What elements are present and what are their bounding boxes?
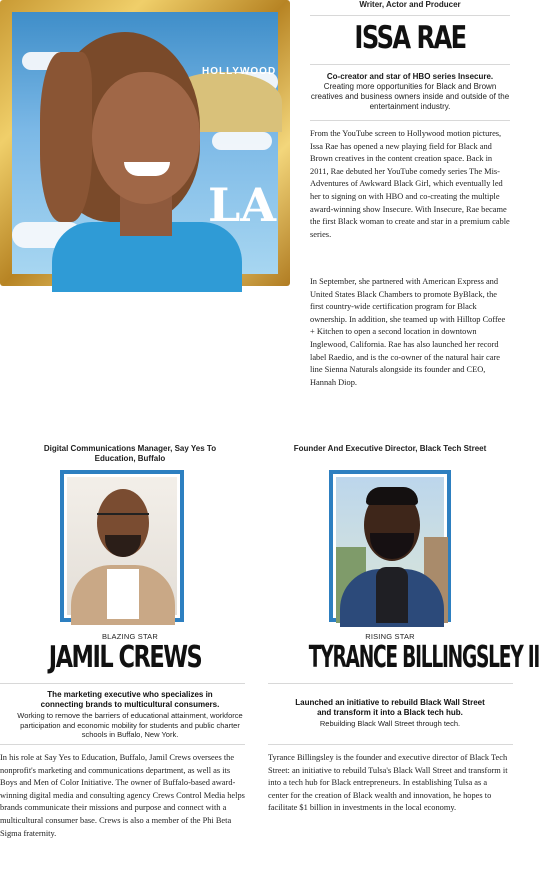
- issa-paragraph-1: From the YouTube screen to Hollywood motion pictures, Issa Rae has opened a new playing field for Black and Brown creatives in the content creation space. Back in 2011, Rae debuted her YouTube comedy series The Mis-Adventures of Awkward Black Girl, which eventually led her to signing on with HBO and co-creating the multiple award-winning show Insecure. With Insecure, Rae became the first Black woman to create and star in a premium cable series.: [310, 129, 510, 239]
- divider: [310, 64, 510, 65]
- jamil-star-label: BLAZING STAR: [101, 632, 159, 641]
- jamil-body: In his role at Say Yes to Education, Buffalo, Jamil Crews oversees the nonprofit's marketing and communications department, as well as its Boys and Men of Color Initiative. The owner of Buffalo-based award-winning digital media and consulting agency Crews Control Media helps brands communicate their missions and purpose and connect with a multicultural consumer base. Crews is also a member of the Phi Beta Sigma fraternity.: [0, 753, 245, 838]
- divider: [268, 744, 513, 745]
- issa-paragraph-2: In September, she partnered with American Express and United States Black Chambers to promote ByBlack, the first country-wide certification program for Black ownership. In addition, she teamed up with Hilltop Coffee + Kitchen to open a second location in downtown Inglewood, California. Rae has also launched her record label Raedio, and is the co-owner of the natural hair care line Sienna Naturals alongside its founder and CEO, Hannah Diop.: [310, 277, 506, 387]
- turtleneck-shape: [376, 567, 408, 623]
- issa-tagline: Co-creator and star of HBO series Insecure.: [326, 72, 494, 81]
- hollywood-sign: HOLLYWOOD: [202, 66, 277, 77]
- jamil-lead-regular: Working to remove the barriers of educational attainment, workforce participation and economic mobility for students and public charter schools in Buffalo, New York.: [17, 711, 243, 739]
- tyrance-photo: [336, 477, 444, 615]
- jamil-lead-bold: The marketing executive who specializes in connecting brands to multicultural consumers.: [40, 690, 220, 709]
- tyrance-photo-frame: [329, 470, 451, 622]
- tyrance-lead-regular: Rebuilding Black Wall Street through tech.: [319, 719, 461, 728]
- tyrance-name-heading: TYRANCE BILLINGSLEY II: [308, 640, 539, 675]
- jamil-kicker: Digital Communications Manager, Say Yes To Education, Buffalo: [43, 444, 217, 463]
- tyrance-kicker: Founder And Executive Director, Black Tech Street: [293, 444, 487, 453]
- shirt-shape: [107, 569, 139, 619]
- cloud-shape: [212, 132, 272, 150]
- la-dodgers-logo: LA: [208, 178, 277, 232]
- divider: [310, 15, 510, 16]
- issa-role-line: Writer, Actor and Producer: [359, 0, 461, 9]
- issa-rae-portrait-frame: [0, 0, 290, 286]
- tyrance-lead-bold: Launched an initiative to rebuild Black Wall Street and transform it into a Black tech hub.: [295, 698, 485, 717]
- tyrance-body: Tyrance Billingsley is the founder and executive director of Black Tech Street: an initiative to rebuild Tulsa's Black Wall Street and transform it into a tech hub for Black entrepreneurs. In establishing Tulsa as a center for the creation of Black wealth and innovation, he hopes to facilitate $1 billion in investments in the local economy.: [268, 753, 508, 813]
- glasses-shape: [97, 513, 149, 523]
- hair-shape: [40, 52, 92, 222]
- tyrance-star-label: RISING STAR: [365, 632, 415, 641]
- divider: [0, 744, 245, 745]
- face-shape: [92, 72, 200, 204]
- jamil-photo-frame: [60, 470, 184, 622]
- hair-shape: [366, 487, 418, 505]
- jamil-photo: [67, 477, 177, 615]
- divider: [310, 120, 510, 121]
- smile-shape: [124, 162, 170, 176]
- issa-subtagline: Creating more opportunities for Black and Brown creatives and business owners inside and outside of the entertainment industry.: [310, 82, 510, 111]
- divider: [268, 683, 513, 684]
- divider: [0, 683, 245, 684]
- jamil-name-heading: JAMIL CREWS: [48, 640, 202, 675]
- issa-name-heading: ISSA RAE: [354, 20, 466, 56]
- issa-rae-portrait: [12, 12, 278, 274]
